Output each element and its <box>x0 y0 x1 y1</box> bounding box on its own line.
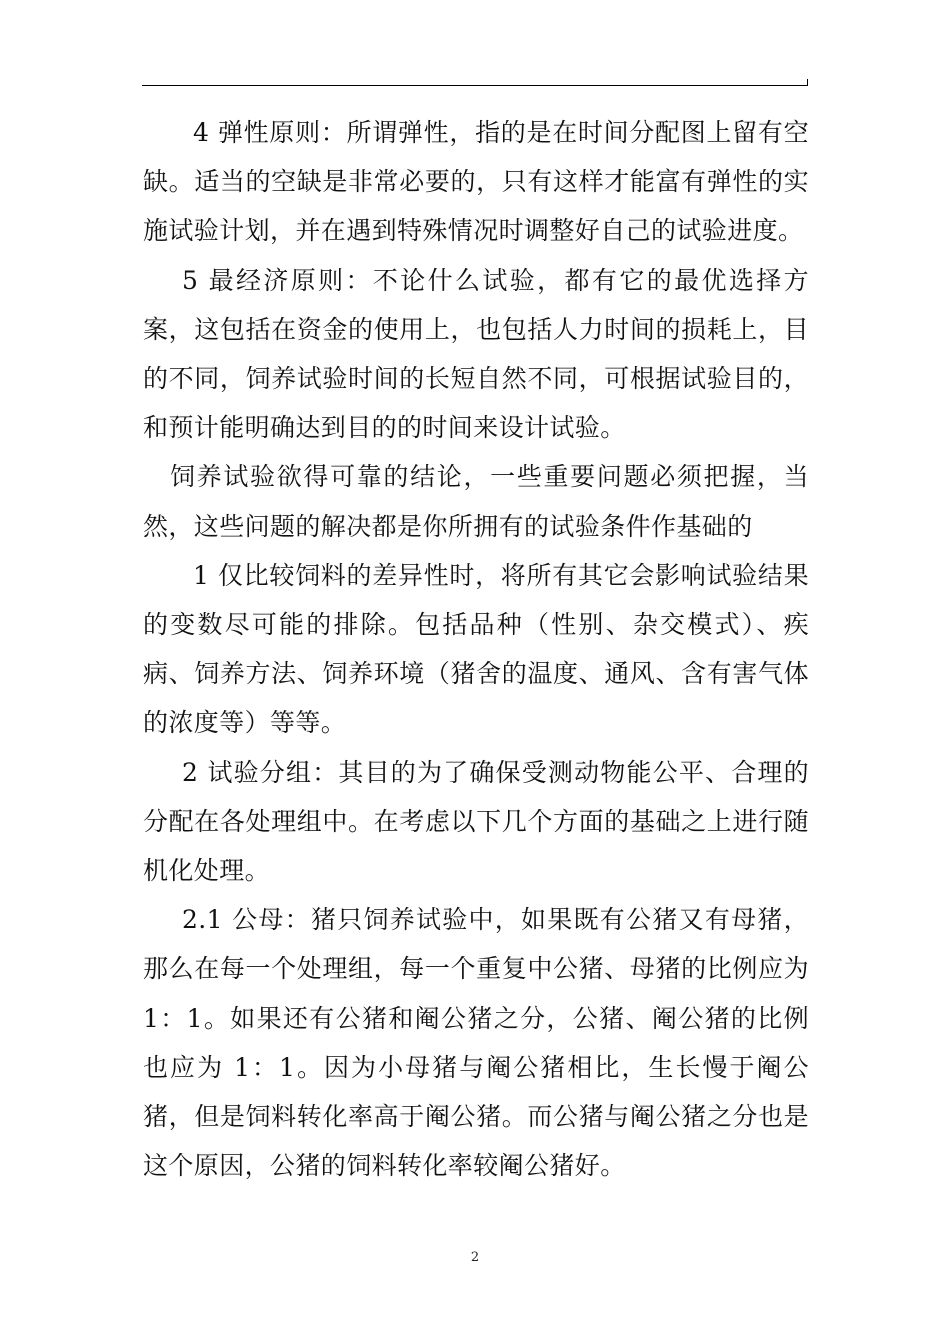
page-number: 2 <box>470 1250 480 1265</box>
body-text <box>143 108 809 1190</box>
paragraph-economy-principle: 5 最经济原则：不论什么试验，都有它的最优选择方案，这包括在资金的使用上，也包括人力时间的损耗上，目的不同，饲养试验时间的长短自然不同，可根据试验目的，和预计能明确达到目的的时间来设计试验。 <box>143 265 809 443</box>
header-rule <box>142 85 807 86</box>
paragraph-elasticity-principle: 4 弹性原则：所谓弹性，指的是在时间分配图上留有空缺。适当的空缺是非常必要的，只有这样才能富有弹性的实施试验计划，并在遇到特殊情况时调整好自己的试验进度。 <box>143 118 809 246</box>
paragraph-feed-comparison: 1 仅比较饲料的差异性时，将所有其它会影响试验结果的变数尽可能的排除。包括品种（性别、杂交模式）、疾病、饲养方法、饲养环境（猪舍的温度、通风、含有害气体的浓度等）等等。 <box>143 560 809 738</box>
paragraph-key-issues-intro: 饲养试验欲得可靠的结论，一些重要问题必须把握，当然，这些问题的解决都是你所拥有的试验条件作基础的 <box>143 462 809 541</box>
paragraph-trial-grouping: 2 试验分组：其目的为了确保受测动物能公平、合理的分配在各处理组中。在考虑以下几个方面的基础之上进行随机化处理。 <box>143 757 809 886</box>
paragraph-sex-ratio: 2.1 公母：猪只饲养试验中，如果既有公猪又有母猪，那么在每一个处理组，每一个重复中公猪、母猪的比例应为 1：1。如果还有公猪和阉公猪之分，公猪、阉公猪的比例也应为 1：1。因为小母猪与阉公猪相比，生长慢于阉公猪，但是饲料转化率高于阉公猪。而公猪与阉公猪之分也是这个原因，公猪的饲料转化率较阉公猪好。 <box>143 905 809 1181</box>
header-rule-end-mark <box>807 79 808 86</box>
